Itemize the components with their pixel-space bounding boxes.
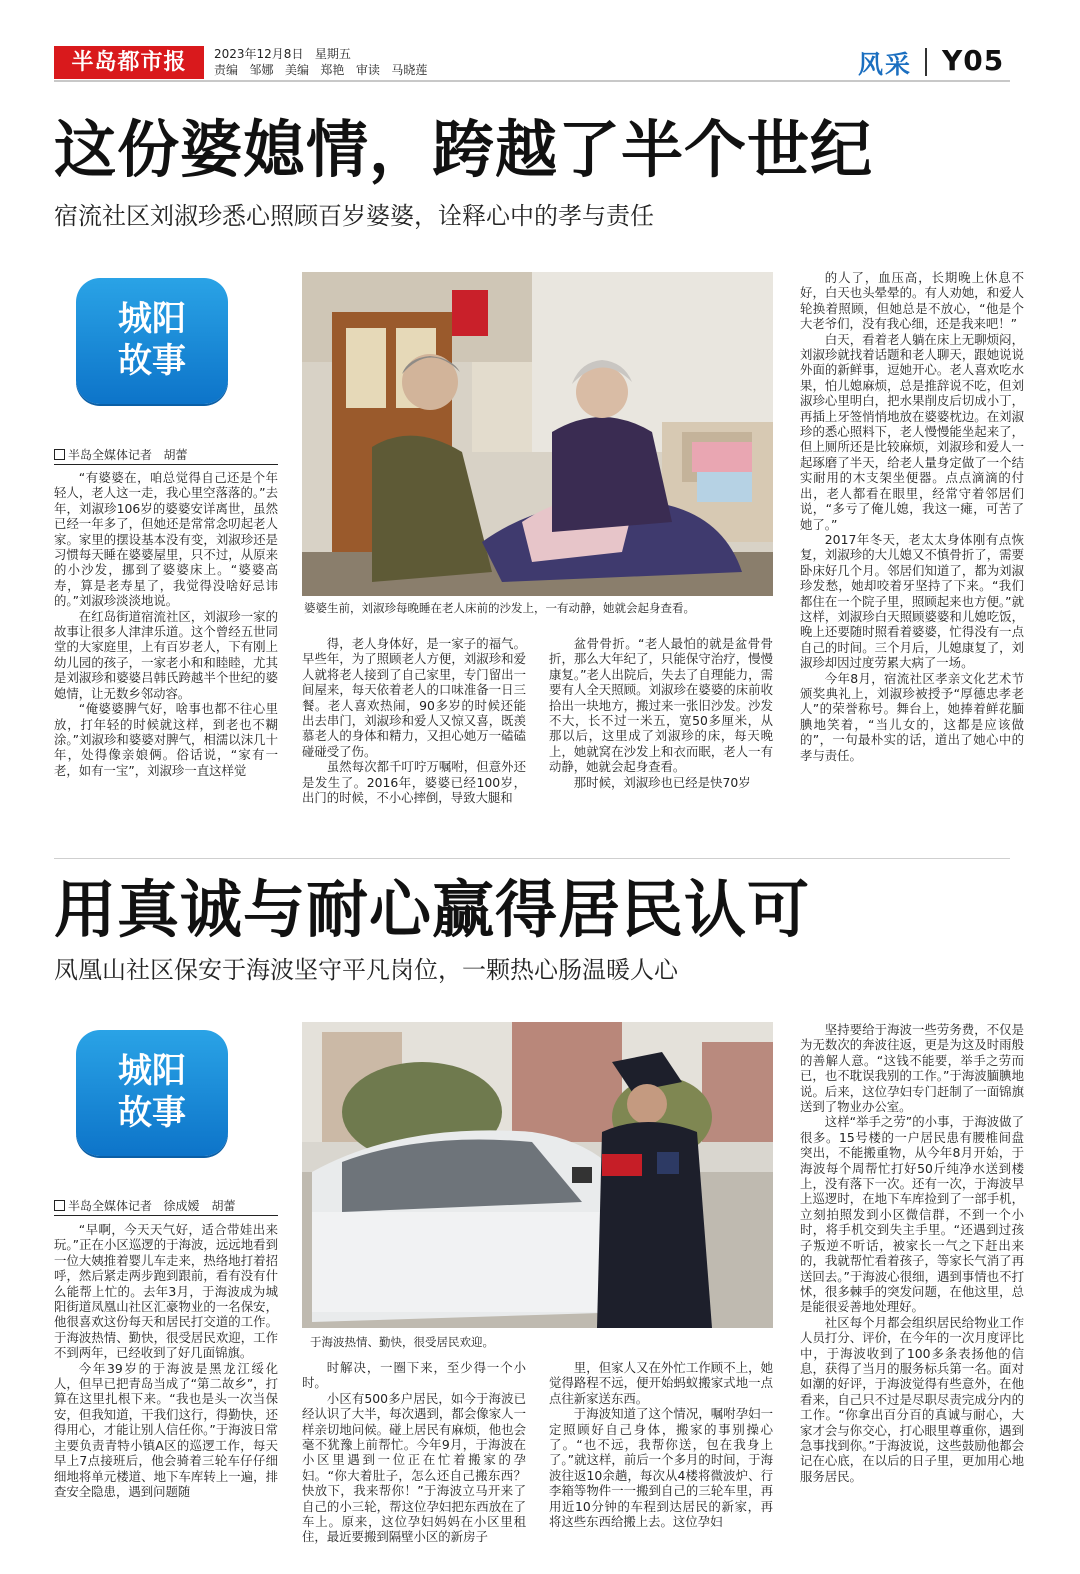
article1-column-4 [800, 270, 1024, 842]
credit-role: 审读 [355, 63, 380, 77]
section-name: 风采 [858, 50, 913, 79]
square-bullet-icon [54, 1200, 65, 1211]
paragraph: 盆骨骨折。“老人最怕的就是盆骨骨折，那么大年纪了，只能保守治疗，慢慢康复。”老人出院后，失去了自理能力，需要有人全天照顾。刘淑珍在婆婆的床前收拾出一块地方，搬过来一张旧沙发。沙发不大，长不过一米五，宽50多厘米，从那以后，这里成了刘淑珍的床，每天晚上，她就窝在沙发上和衣而眠，老人一有动静，她就会起身查看。 [549, 636, 773, 775]
page-number: Y05 [942, 44, 1005, 77]
article2-column-1 [54, 1222, 278, 1566]
issue-weekday: 星期五 [314, 47, 351, 61]
article2-column-3 [549, 1360, 773, 1566]
paragraph: 2017年冬天，老太太身体刚有点恢复，刘淑珍的大儿媳又不慎骨折了，需要卧床好几个月。邻居们知道了，都为刘淑珍发愁，她却咬着牙坚持了下来。“我们都住在一个院子里，照顾起来也方便。”就这样，刘淑珍白天照顾婆婆和儿媳吃饭，晚上还要随时照看着婆婆，忙得没有一点自己的时间。三个月后，儿媳康复了，刘淑珍却因过度劳累大病了一场。 [800, 531, 1024, 671]
article2-badge [76, 1030, 228, 1156]
paragraph: 的人了，血压高，长期晚上休息不好，白天也头晕晕的。有人劝她，和爱人轮换着照顾，但她总是不放心，“他是个大老爷们，没有我心细，还是我来吧！” [800, 270, 1024, 332]
issue-date: 2023年12月8日 [214, 47, 304, 61]
paragraph: 社区每个月都会组织居民给物业工作人员打分、评价，在今年的一次月度评比中，于海波收到了100多条表扬他的信息，获得了当月的服务标兵第一名。面对如潮的好评，于海波觉得有些意外，在他看来，自己只不过是尽职尽责完成分内的工作。“你拿出百分百的真诚与耐心，大家才会与你交心，打心眼里尊重你，遇到急事找到你。”于海波说，这些鼓励他都会记在心底，在以后的日子里，更加用心地服务居民。 [800, 1314, 1024, 1484]
article1-column-2 [302, 636, 526, 842]
credit-person: 郑艳 [320, 63, 345, 77]
paragraph: 白天，看着老人躺在床上无聊烦闷，刘淑珍就找着话题和老人聊天，跟她说说外面的新鲜事，逗她开心。老人喜欢吃水果，怕儿媳麻烦，总是推辞说不吃，但刘淑珍心里明白，把水果削皮后切成小丁，再插上牙签悄悄地放在婆婆枕边。在刘淑珍的悉心照料下，老人慢慢能坐起来了，但上厕所还是比较麻烦，刘淑珍和爱人一起琢磨了半天，给老人量身定做了一个结实耐用的木支架坐便器。点点滴滴的付出，老人都看在眼里，经常守着邻居们说，“多亏了俺儿媳，我这一瘫，可苦了她了。” [800, 331, 1024, 532]
byline-label: 半岛全媒体记者 [68, 1199, 153, 1213]
paragraph: 虽然每次都千叮咛万嘱咐，但意外还是发生了。2016年，婆婆已经100岁，出门的时候，不小心摔倒，导致大腿和 [302, 759, 526, 806]
paragraph: 今年8月，宿流社区孝亲文化艺术节颁奖典礼上，刘淑珍被授予“厚德忠孝老人”的荣誉称号。舞台上，她捧着鲜花腼腆地笑着，“当儿女的，这都是应该做的”，一句最朴实的话，道出了她心中的孝与责任。 [800, 670, 1024, 763]
credits-line [214, 62, 427, 78]
article1-photo-caption: 婆婆生前，刘淑珍每晚睡在老人床前的沙发上，一有动静，她就会起身查看。 [304, 601, 695, 615]
paragraph: “俺婆婆脾气好，啥事也都不往心里放，打年轻的时候就这样，到老也不糊涂。”刘淑珍和婆婆对脾气，相濡以沫几十年，处得像亲娘俩。俗话说，“家有一老，如有一宝”，刘淑珍一直这样觉 [54, 701, 278, 778]
article2-byline [54, 1198, 235, 1214]
byline-label: 半岛全媒体记者 [68, 448, 153, 462]
article1-headline: 这份婆媳情，跨越了半个世纪 [54, 113, 874, 186]
article1-subheadline: 宿流社区刘淑珍悉心照顾百岁婆婆，诠释心中的孝与责任 [54, 202, 654, 230]
article-divider [54, 858, 1010, 859]
article2-column-2 [302, 1360, 526, 1566]
article1-photo [302, 272, 773, 596]
badge-line: 城阳 [118, 299, 186, 339]
section-divider [925, 48, 927, 76]
badge-line: 故事 [118, 1093, 186, 1133]
paragraph: 小区有500多户居民，如今于海波已经认识了大半，每次遇到，都会像家人一样亲切地问候。碰上居民有麻烦，他也会毫不犹豫上前帮忙。今年9月，于海波在小区里遇到一位正在忙着搬家的孕妇。“你大着肚子，怎么还自己搬东西？快放下，我来帮你！”于海波立马开来了自己的小三轮，帮这位孕妇把东西放在了车上。原来，这位孕妇妈妈在小区里租住，最近要搬到隔壁小区的新房子 [302, 1390, 526, 1545]
paragraph: 于海波知道了这个情况，嘱咐孕妇一定照顾好自己身体，搬家的事别操心了。“也不远，我帮你送，包在我身上了。”就这样，前后一个多月的时间，于海波往返10余趟，每次从4楼将微波炉、行李箱等物件一一搬到自己的三轮车里，再用近10分钟的车程到达居民的新家，再将这些东西给搬上去。这位孕妇 [549, 1406, 773, 1530]
paragraph: “有婆婆在，咱总觉得自己还是个年轻人，老人这一走，我心里空落落的。”去年，刘淑珍106岁的婆婆安详离世，虽然已经一年多了，但她还是常常念叨起老人家。家里的摆设基本没有变，刘淑珍还是习惯每天睡在婆婆屋里，只不过，从原来的小沙发，挪到了婆婆床上。“婆婆高寿，算是老寿星了，我觉得没啥好忌讳的。”刘淑珍淡淡地说。 [54, 470, 278, 609]
paragraph: 那时候，刘淑珍也已经是快70岁 [573, 774, 751, 790]
photo-security-guard [302, 1022, 773, 1328]
byline-rule [54, 464, 278, 465]
square-bullet-icon [54, 449, 65, 460]
article1-column-3 [549, 636, 773, 842]
article1-byline [54, 447, 187, 463]
badge-line: 城阳 [118, 1051, 186, 1091]
paragraph: 今年39岁的于海波是黑龙江绥化人，但早已把青岛当成了“第二故乡”，打算在这里扎根下来。“我也是头一次当保安，但我知道，干我们这行，得勤快，还得用心，才能让别人信任你。”于海波日常主要负责青特小镇A区的巡逻工作，每天早上7点接班后，他会骑着三轮车仔仔细细地将单元楼道、地下车库转上一遍，排查安全隐患，遇到问题随 [54, 1360, 278, 1499]
byline-rule [54, 1215, 278, 1216]
credit-role: 责编 [214, 63, 239, 77]
article2-column-4 [800, 1022, 1024, 1566]
credit-person: 马晓莲 [391, 63, 428, 77]
byline-names: 胡蕾 [163, 448, 188, 462]
paragraph: 时解决，一圈下来，至少得一个小时。 [302, 1360, 526, 1391]
byline-names: 徐成嫒 胡蕾 [163, 1199, 236, 1213]
paragraph: 这样“举手之劳”的小事，于海波做了很多。15号楼的一户居民患有腰椎间盘突出，不能搬重物，从今年8月开始，于海波每个周帮忙打好50斤纯净水送到楼上，没有落下一次。还有一次，于海波早上巡逻时，在地下车库捡到了一部手机，立刻拍照发到小区微信群，不到一个小时，将手机交到失主手里。“还遇到过孩子叛逆不听话，被家长一气之下赶出来的，我就帮忙看着孩子，等家长气消了再送回去。”于海波心很细，遇到事情也不打怵，很多棘手的突发问题，在他这里，总是能很妥善地处理好。 [800, 1114, 1024, 1315]
credit-role: 美编 [284, 63, 309, 77]
paragraph: 得，老人身体好，是一家子的福气。早些年，为了照顾老人方便，刘淑珍和爱人就将老人接到了自己家里，专门留出一间屋来，每天依着老人的口味准备一日三餐。老人喜欢热闹，90多岁的时候还能出去串门，刘淑珍和爱人又惊又喜，既羡慕老人的身体和精力，又担心她万一磕磕碰碰受了伤。 [302, 636, 526, 759]
issue-date-line [214, 46, 351, 62]
credit-person: 邹娜 [249, 63, 274, 77]
article2-photo [302, 1022, 773, 1328]
article2-headline: 用真诚与耐心赢得居民认可 [54, 873, 811, 946]
article1-column-1 [54, 470, 278, 842]
badge-line: 故事 [118, 341, 186, 381]
paper-logo: 半岛都市报 [54, 46, 204, 79]
article2-photo-caption: 于海波热情、勤快，很受居民欢迎。 [310, 1335, 494, 1349]
photo-elderly-care [302, 272, 773, 596]
paragraph: “早啊，今天天气好，适合带娃出来玩。”正在小区巡逻的于海波，远远地看到一位大姨推着婴儿车走来，热络地打着招呼，然后紧走两步跑到跟前，看有没有什么能帮上忙的。去年3月，于海波成为城阳街道凤凰山社区汇豪物业的一名保安，他很喜欢这份每天和居民打交道的工作。于海波热情、勤快，很受居民欢迎，工作不到两年，已经收到了好几面锦旗。 [54, 1222, 278, 1361]
article1-badge [76, 278, 228, 404]
article2-subheadline: 凤凰山社区保安于海波坚守平凡岗位，一颗热心肠温暖人心 [54, 956, 678, 984]
paragraph: 在红岛街道宿流社区，刘淑珍一家的故事让很多人津津乐道。这个曾经五世同堂的大家庭里，上有百岁老人，下有刚上幼儿园的孩子，一家老小和和睦睦，尤其是刘淑珍和婆婆吕韩氏跨越半个世纪的婆媳情，让无数乡邻动容。 [54, 608, 278, 701]
paragraph: 坚持要给于海波一些劳务费，不仅是为无数次的奔波往返，更是为这及时雨般的善解人意。“这钱不能要，举手之劳而已，也不耽误我别的工作。”于海波腼腆地说。后来，这位孕妇专门赶制了一面锦旗送到了物业办公室。 [800, 1022, 1024, 1115]
paragraph: 里，但家人又在外忙工作顾不上，她觉得路程不远，便开始蚂蚁搬家式地一点点往新家送东西。 [549, 1360, 773, 1406]
masthead-rule [54, 80, 1010, 82]
